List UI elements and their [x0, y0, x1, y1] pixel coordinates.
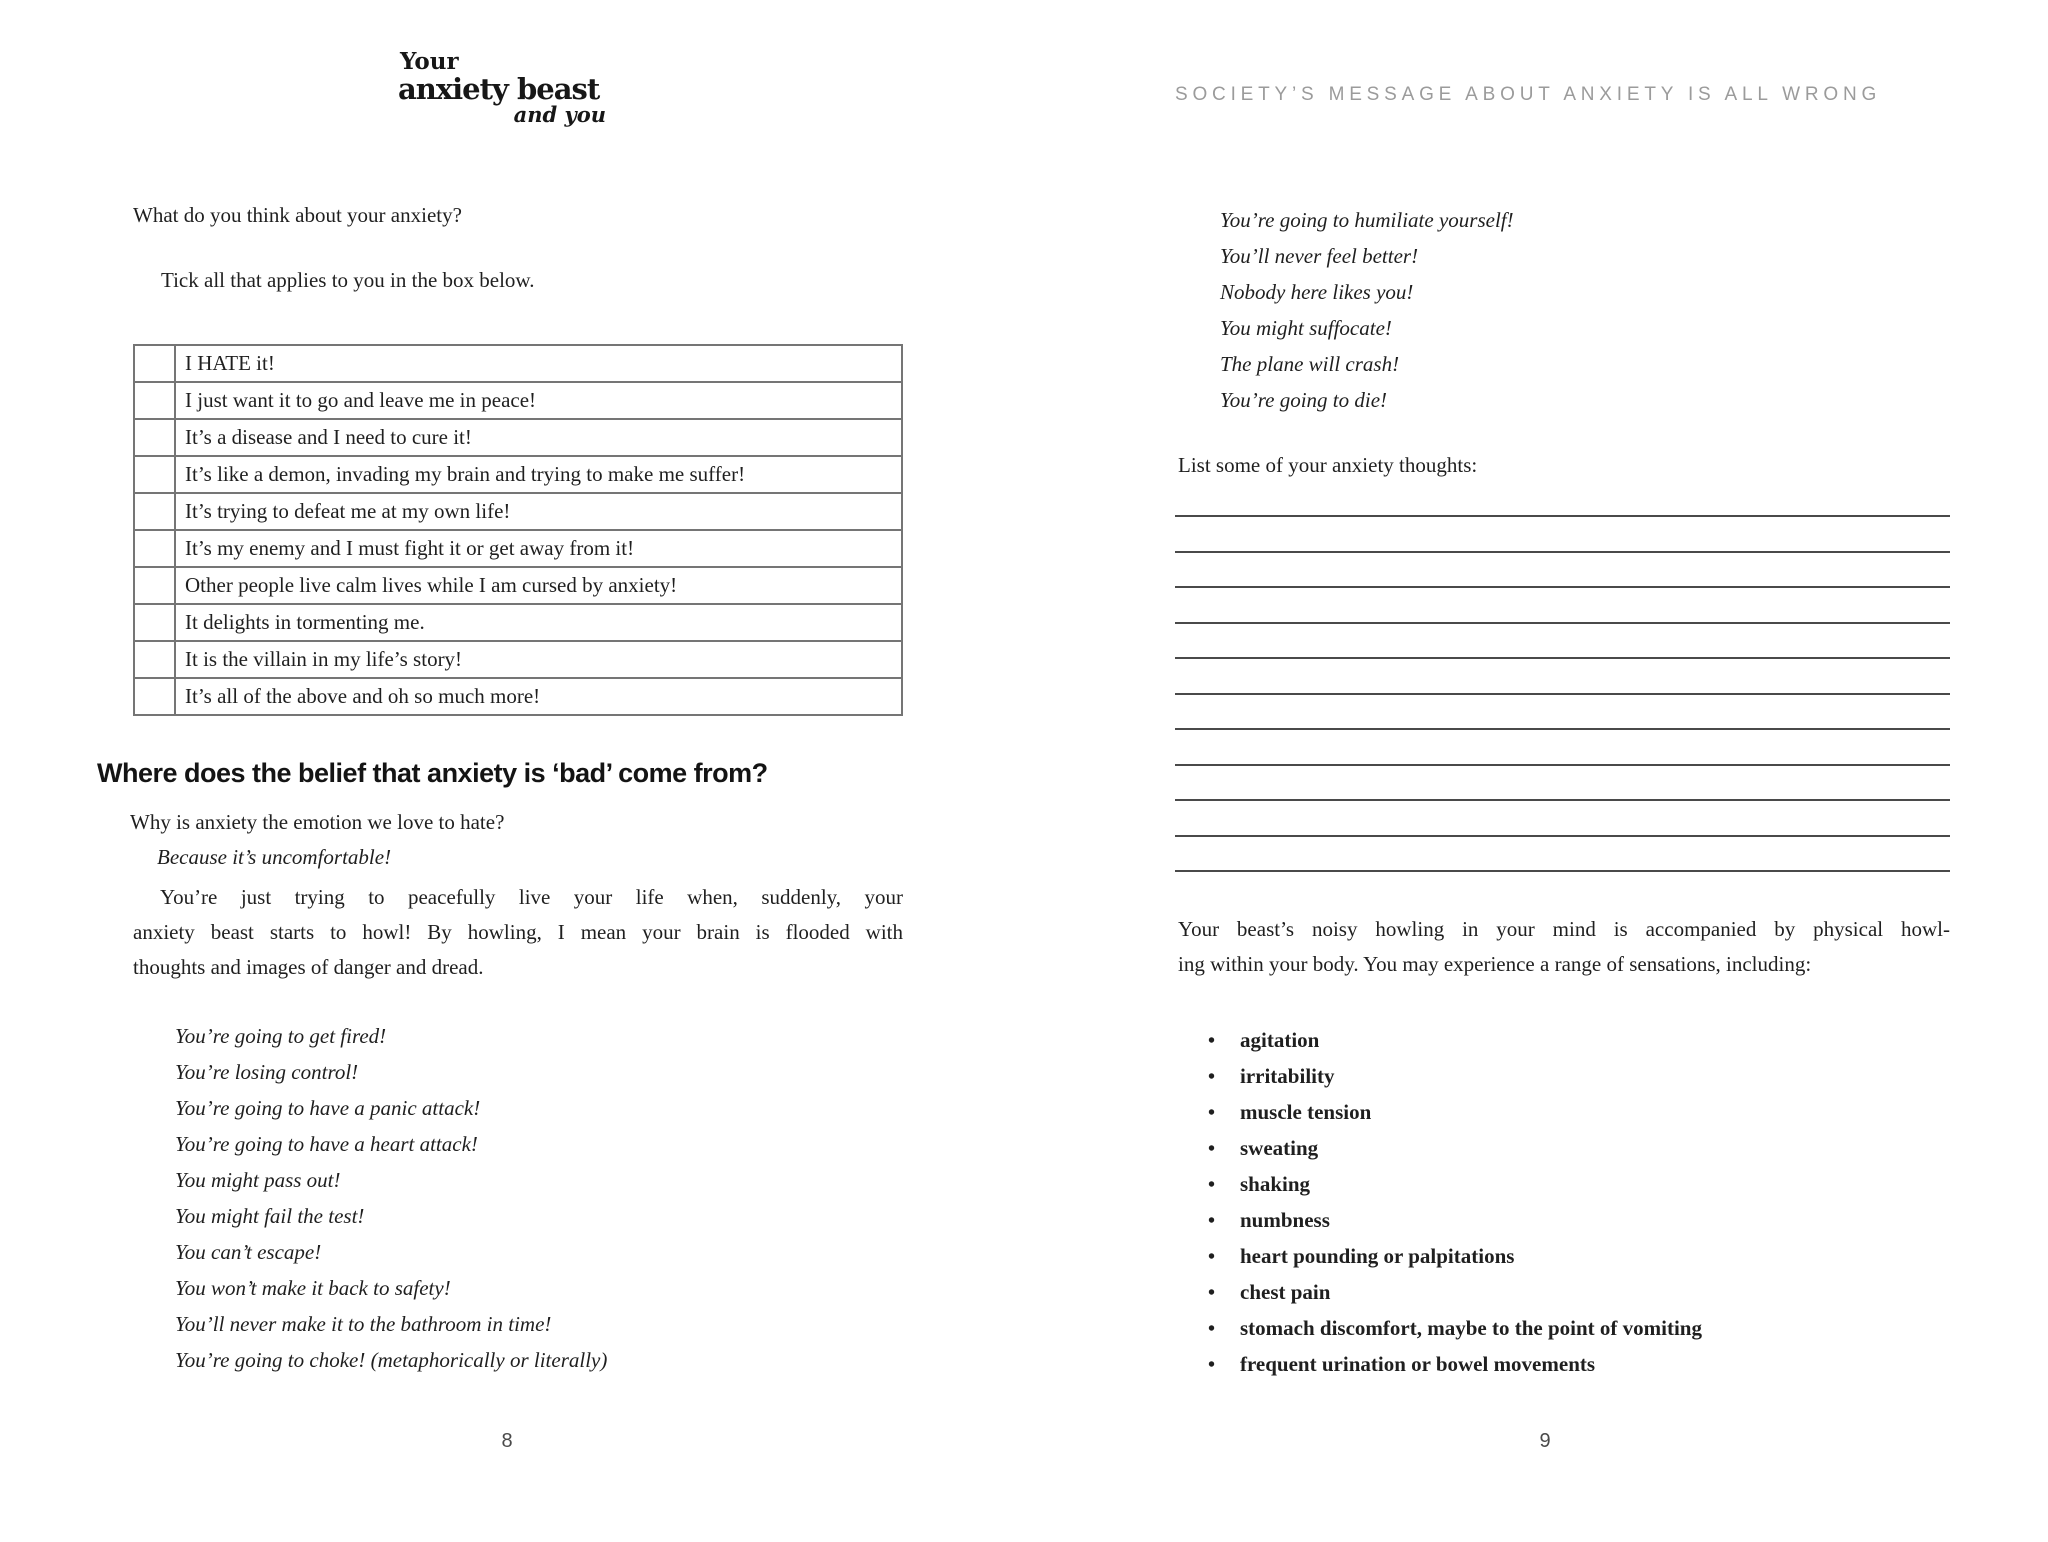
- checklist-row: [134, 678, 902, 715]
- bullet-icon: [1208, 1202, 1215, 1239]
- checklist-row: [134, 345, 902, 382]
- checklist-item-text: I HATE it!: [175, 345, 902, 382]
- checklist-item-text: Other people live calm lives while I am cursed by anxiety!: [175, 567, 902, 604]
- symptom-item: [1208, 1166, 1702, 1202]
- write-in-line[interactable]: [1175, 764, 1950, 766]
- checklist-row: [134, 567, 902, 604]
- body-paragraph: [133, 880, 903, 985]
- checklist-table: [133, 344, 903, 716]
- thought-line: You’re going to get fired!: [175, 1024, 387, 1048]
- body-paragraph-right: [1178, 912, 1950, 982]
- checkbox-cell[interactable]: [134, 456, 175, 493]
- write-in-lines: [1175, 515, 1950, 877]
- checklist-row: [134, 530, 902, 567]
- symptoms-list: [1208, 1022, 1702, 1382]
- page-right: [1024, 0, 2048, 1542]
- thought-line: You might fail the test!: [175, 1204, 365, 1228]
- symptom-text: shaking: [1240, 1172, 1311, 1196]
- symptom-item: [1208, 1238, 1702, 1274]
- symptom-text: chest pain: [1240, 1280, 1331, 1304]
- thought-line: You’re going to have a heart attack!: [175, 1132, 478, 1156]
- page-number-left: 8: [501, 1430, 513, 1452]
- thought-line: You’re going to choke! (metaphorically or literally): [175, 1348, 608, 1372]
- bullet-icon: [1208, 1166, 1215, 1203]
- checklist-item-text: It’s a disease and I need to cure it!: [175, 419, 902, 456]
- write-in-line[interactable]: [1175, 515, 1950, 517]
- symptom-text: frequent urination or bowel movements: [1240, 1352, 1596, 1376]
- checkbox-cell[interactable]: [134, 567, 175, 604]
- checkbox-cell[interactable]: [134, 382, 175, 419]
- symptom-text: irritability: [1240, 1064, 1335, 1088]
- checklist-row: [134, 419, 902, 456]
- symptom-item: [1208, 1274, 1702, 1310]
- bullet-icon: [1208, 1094, 1215, 1131]
- symptom-item: [1208, 1130, 1702, 1166]
- thought-line: You can’t escape!: [175, 1240, 322, 1264]
- checklist-item-text: It’s my enemy and I must fight it or get away from it!: [175, 530, 902, 567]
- symptom-text: sweating: [1240, 1136, 1319, 1160]
- intro-question: What do you think about your anxiety?: [133, 203, 462, 227]
- checkbox-cell[interactable]: [134, 530, 175, 567]
- thought-line: You’re losing control!: [175, 1060, 359, 1084]
- write-in-line[interactable]: [1175, 551, 1950, 553]
- checkbox-cell[interactable]: [134, 604, 175, 641]
- write-in-line[interactable]: [1175, 657, 1950, 659]
- checkbox-cell[interactable]: [134, 345, 175, 382]
- symptom-text: stomach discomfort, maybe to the point of vomiting: [1240, 1316, 1702, 1340]
- page-number-right: 9: [1539, 1430, 1551, 1452]
- book-logo: [398, 50, 606, 126]
- section-heading: Where does the belief that anxiety is ‘bad’ come from?: [97, 758, 768, 788]
- thought-line: You might suffocate!: [1220, 316, 1392, 340]
- bullet-icon: [1208, 1346, 1215, 1383]
- thought-line: You might pass out!: [175, 1168, 341, 1192]
- bullet-icon: [1208, 1274, 1215, 1311]
- checkbox-cell[interactable]: [134, 419, 175, 456]
- checkbox-cell[interactable]: [134, 493, 175, 530]
- body-line: ing within your body. You may experience a range of sensations, including:: [1178, 952, 1812, 976]
- checklist-item-text: It delights in tormenting me.: [175, 604, 902, 641]
- checkbox-cell[interactable]: [134, 641, 175, 678]
- thought-line: You’re going to humiliate yourself!: [1220, 208, 1514, 232]
- checklist-item-text: It is the villain in my life’s story!: [175, 641, 902, 678]
- checklist-row: [134, 604, 902, 641]
- logo-line-your: Your: [400, 48, 459, 75]
- symptom-item: [1208, 1346, 1702, 1382]
- bullet-icon: [1208, 1238, 1215, 1275]
- anxiety-thoughts-list-right: [1220, 202, 1514, 418]
- write-in-line[interactable]: [1175, 622, 1950, 624]
- bullet-icon: [1208, 1022, 1215, 1059]
- symptom-item: [1208, 1310, 1702, 1346]
- logo-line-anxiety-beast: anxiety beast: [398, 72, 600, 106]
- checklist-row: [134, 641, 902, 678]
- symptom-text: numbness: [1240, 1208, 1330, 1232]
- write-in-line[interactable]: [1175, 586, 1950, 588]
- write-in-line[interactable]: [1175, 835, 1950, 837]
- checklist-row: [134, 493, 902, 530]
- thought-line: You won’t make it back to safety!: [175, 1276, 451, 1300]
- symptom-item: [1208, 1094, 1702, 1130]
- checklist-row: [134, 382, 902, 419]
- bullet-icon: [1208, 1058, 1215, 1095]
- symptom-text: heart pounding or palpitations: [1240, 1244, 1515, 1268]
- symptom-item: [1208, 1022, 1702, 1058]
- symptom-text: agitation: [1240, 1028, 1320, 1052]
- thought-line: You’ll never make it to the bathroom in time!: [175, 1312, 552, 1336]
- checklist-item-text: It’s trying to defeat me at my own life!: [175, 493, 902, 530]
- thought-line: Nobody here likes you!: [1220, 280, 1414, 304]
- body-line: You’re just trying to peacefully live your life when, suddenly, your: [160, 885, 903, 909]
- checklist-item-text: It’s all of the above and oh so much more!: [175, 678, 902, 715]
- list-prompt: List some of your anxiety thoughts:: [1178, 453, 1478, 477]
- write-in-line[interactable]: [1175, 728, 1950, 730]
- checkbox-cell[interactable]: [134, 678, 175, 715]
- thought-line: You’re going to die!: [1220, 388, 1388, 412]
- write-in-line[interactable]: [1175, 693, 1950, 695]
- body-line: thoughts and images of danger and dread.: [133, 955, 484, 979]
- symptom-text: muscle tension: [1240, 1100, 1372, 1124]
- thought-line: You’ll never feel better!: [1220, 244, 1419, 268]
- thought-line: You’re going to have a panic attack!: [175, 1096, 481, 1120]
- body-line: Your beast’s noisy howling in your mind is accompanied by physical howl-: [1178, 917, 1950, 941]
- logo-line-and-you: and you: [513, 102, 606, 127]
- running-header: SOCIETY’S MESSAGE ABOUT ANXIETY IS ALL WRONG: [1175, 84, 1882, 105]
- anxiety-thoughts-list: [175, 1018, 607, 1378]
- symptom-item: [1208, 1202, 1702, 1238]
- write-in-line[interactable]: [1175, 799, 1950, 801]
- checklist-row: [134, 456, 902, 493]
- checklist-item-text: I just want it to go and leave me in peace!: [175, 382, 902, 419]
- why-question: Why is anxiety the emotion we love to hate?: [130, 810, 505, 834]
- body-line: anxiety beast starts to howl! By howling, I mean your brain is flooded with: [133, 920, 903, 944]
- bullet-icon: [1208, 1310, 1215, 1347]
- write-in-line[interactable]: [1175, 870, 1950, 872]
- thought-line: The plane will crash!: [1220, 352, 1400, 376]
- tick-instruction: Tick all that applies to you in the box below.: [161, 268, 535, 292]
- bullet-icon: [1208, 1130, 1215, 1167]
- because-answer: Because it’s uncomfortable!: [157, 845, 392, 869]
- checklist-item-text: It’s like a demon, invading my brain and trying to make me suffer!: [175, 456, 902, 493]
- symptom-item: [1208, 1058, 1702, 1094]
